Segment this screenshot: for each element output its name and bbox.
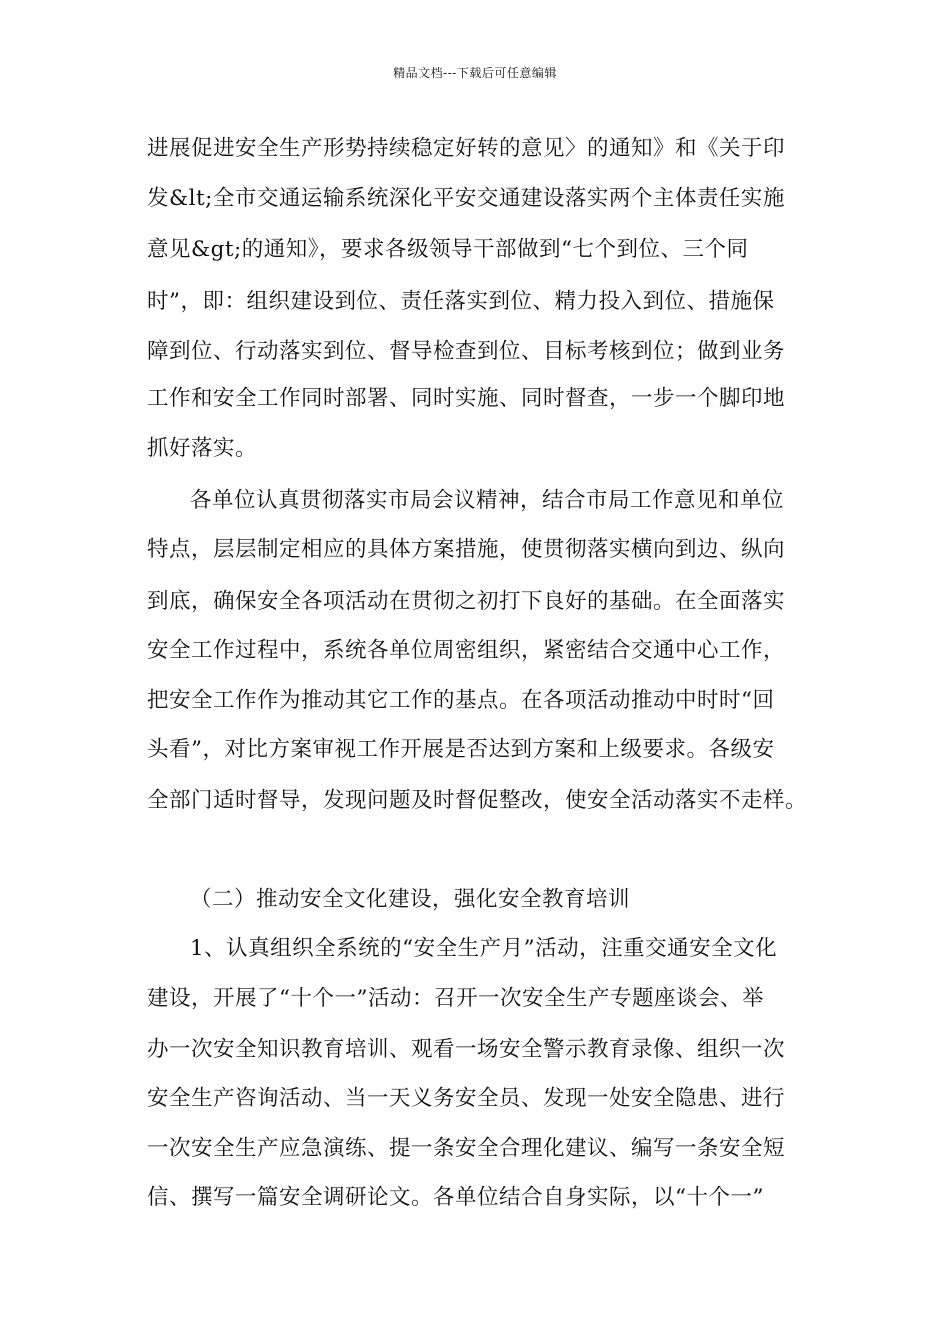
text-line: 到底，确保安全各项活动在贯彻之初打下良好的基础。在全面落实	[147, 589, 786, 614]
text-line: 全部门适时督导，发现问题及时督促整改，使安全活动落实不走样。	[147, 788, 808, 813]
text-line: 一次安全生产应急演练、提一条安全合理化建议、编写一条安全短	[147, 1136, 786, 1161]
section-heading: （二）推动安全文化建设，强化安全教育培训	[190, 887, 631, 912]
text-line: 安全生产咨询活动、当一天义务安全员、发现一处安全隐患、进行	[147, 1086, 786, 1111]
page-header: 精品文档---下载后可任意编辑	[393, 66, 557, 80]
text-line: 办一次安全知识教育培训、观看一场安全警示教育录像、组织一次	[147, 1037, 786, 1062]
text-line: 建设，开展了“十个一”活动：召开一次安全生产专题座谈会、举	[147, 986, 764, 1011]
text-line: 意见&gt;的通知》，要求各级领导干部做到“七个到位、三个同	[147, 237, 749, 262]
text-line: 障到位、行动落实到位、督导检查到位、目标考核到位；做到业务	[147, 339, 786, 364]
text-line: 安全工作过程中，系统各单位周密组织，紧密结合交通中心工作，	[147, 638, 786, 663]
text-line: 特点，层层制定相应的具体方案措施，使贯彻落实横向到边、纵向	[147, 537, 786, 562]
text-line: 工作和安全工作同时部署、同时实施、同时督查，一步一个脚印地	[147, 386, 786, 411]
text-line: 进展促进安全生产形势持续稳定好转的意见〉的通知》和《关于印	[147, 136, 786, 161]
text-line: 时”，即：组织建设到位、责任落实到位、精力投入到位、措施保	[147, 289, 775, 314]
text-line: 抓好落实。	[147, 436, 258, 461]
text-line: 信、撰写一篇安全调研论文。各单位结合自身实际，以“十个一”	[147, 1185, 764, 1210]
text-line: 发&lt;全市交通运输系统深化平安交通建设落实两个主体责任实施	[147, 186, 785, 211]
text-line: 1、认真组织全系统的“安全生产月”活动，注重交通安全文化	[190, 936, 778, 961]
text-line: 各单位认真贯彻落实市局会议精神，结合市局工作意见和单位	[190, 488, 785, 513]
text-line: 把安全工作作为推动其它工作的基点。在各项活动推动中时时“回	[147, 688, 775, 713]
text-line: 头看”，对比方案审视工作开展是否达到方案和上级要求。各级安	[147, 737, 775, 762]
